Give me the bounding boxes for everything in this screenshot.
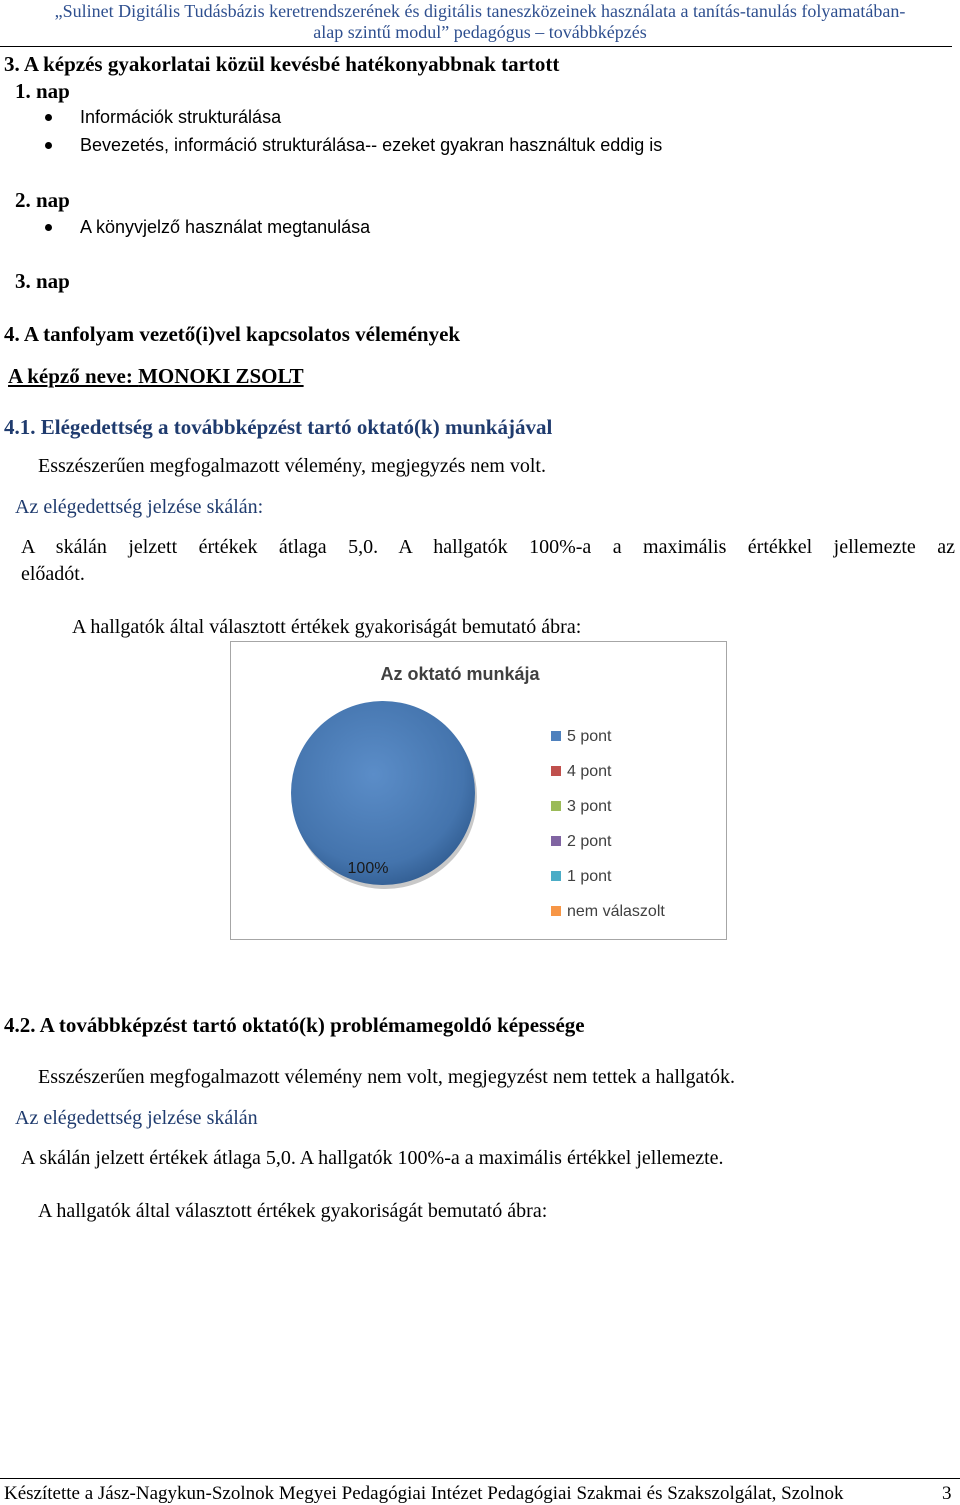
legend-swatch [551, 801, 561, 811]
chart-legend [551, 728, 665, 920]
legend-swatch [551, 766, 561, 776]
header-title-line1: „Sulinet Digitális Tudásbázis keretrendszerének és digitális taneszközeinek használata a tanítás-tanulás folyamatában- [54, 1, 906, 21]
page-header [0, 0, 960, 48]
page-number: 3 [942, 1483, 952, 1504]
trainer-label: A képző neve: [8, 364, 139, 388]
section-4-1-comment: Esszészerűen megfogalmazott vélemény, megjegyzés nem volt. [38, 455, 546, 477]
chart-title: Az oktató munkája [380, 664, 540, 684]
legend-swatch [551, 836, 561, 846]
pie-chart-frame [230, 641, 727, 940]
section-4-heading: 4. A tanfolyam vezető(i)vel kapcsolatos vélemények [4, 322, 461, 346]
day-1-label: 1. nap [15, 79, 70, 103]
pie-data-label: 100% [347, 860, 389, 877]
day-2-item-1: A könyvjelző használat megtanulása [80, 217, 371, 237]
legend-label: 3 pont [567, 798, 612, 815]
legend-swatch [551, 906, 561, 916]
day-2-label: 2. nap [15, 188, 70, 212]
section-4-1-average-line1: A skálán jelzett értékek átlaga 5,0. A hallgatók 100%-a a maximális értékkel jellemezte az [21, 536, 955, 558]
footer-text: Készítette a Jász-Nagykun-Szolnok Megyei Pedagógiai Intézet Pedagógiai Szakmai és Szakszolgálat, Szolnok [4, 1483, 844, 1504]
pie-chart [231, 642, 726, 939]
section-3-heading: 3. A képzés gyakorlatai közül kevésbé hatékonyabbnak tartott [4, 52, 560, 76]
trainer-name: MONOKI ZSOLT [138, 364, 304, 388]
page-footer [0, 1474, 960, 1504]
header-rule [0, 46, 952, 47]
bullet-icon [45, 114, 52, 121]
legend-swatch [551, 871, 561, 881]
legend-label: 1 pont [567, 868, 612, 885]
section-4-1-average-line2: előadót. [21, 563, 85, 585]
bullet-icon [45, 142, 52, 149]
section-4-2-scale-heading: Az elégedettség jelzése skálán [15, 1107, 258, 1129]
day-3-label: 3. nap [15, 269, 70, 293]
header-title-line2: alap szintű modul” pedagógus – továbbképzés [313, 22, 647, 42]
legend-swatch [551, 731, 561, 741]
legend-label: nem válaszolt [567, 903, 665, 920]
pie-data-labels [348, 860, 389, 877]
day-1-item-1: Információk strukturálása [80, 107, 282, 127]
section-4-2-comment: Esszészerűen megfogalmazott vélemény nem volt, megjegyzést nem tettek a hallgatók. [38, 1066, 735, 1088]
section-4-1-figure-caption: A hallgatók által választott értékek gyakoriságát bemutató ábra: [72, 616, 582, 638]
trainer-name-line [8, 364, 304, 389]
bullet-icon [45, 224, 52, 231]
section-4-1-heading: 4.1. Elégedettség a továbbképzést tartó oktató(k) munkájával [4, 415, 553, 439]
day-1-item-2: Bevezetés, információ strukturálása-- ezeket gyakran használtuk eddig is [80, 135, 663, 155]
pie-slice-1 [291, 701, 475, 885]
legend-label: 4 pont [567, 763, 612, 780]
section-4-2-heading: 4.2. A továbbképzést tartó oktató(k) problémamegoldó képessége [4, 1013, 585, 1037]
footer-rule [0, 1478, 960, 1479]
section-4-2-figure-caption: A hallgatók által választott értékek gyakoriságát bemutató ábra: [38, 1200, 548, 1222]
section-4-1-scale-heading: Az elégedettség jelzése skálán: [15, 496, 264, 518]
section-4-2-average: A skálán jelzett értékek átlaga 5,0. A hallgatók 100%-a a maximális értékkel jellemezte. [21, 1147, 724, 1169]
legend-label: 5 pont [567, 728, 612, 745]
legend-label: 2 pont [567, 833, 612, 850]
